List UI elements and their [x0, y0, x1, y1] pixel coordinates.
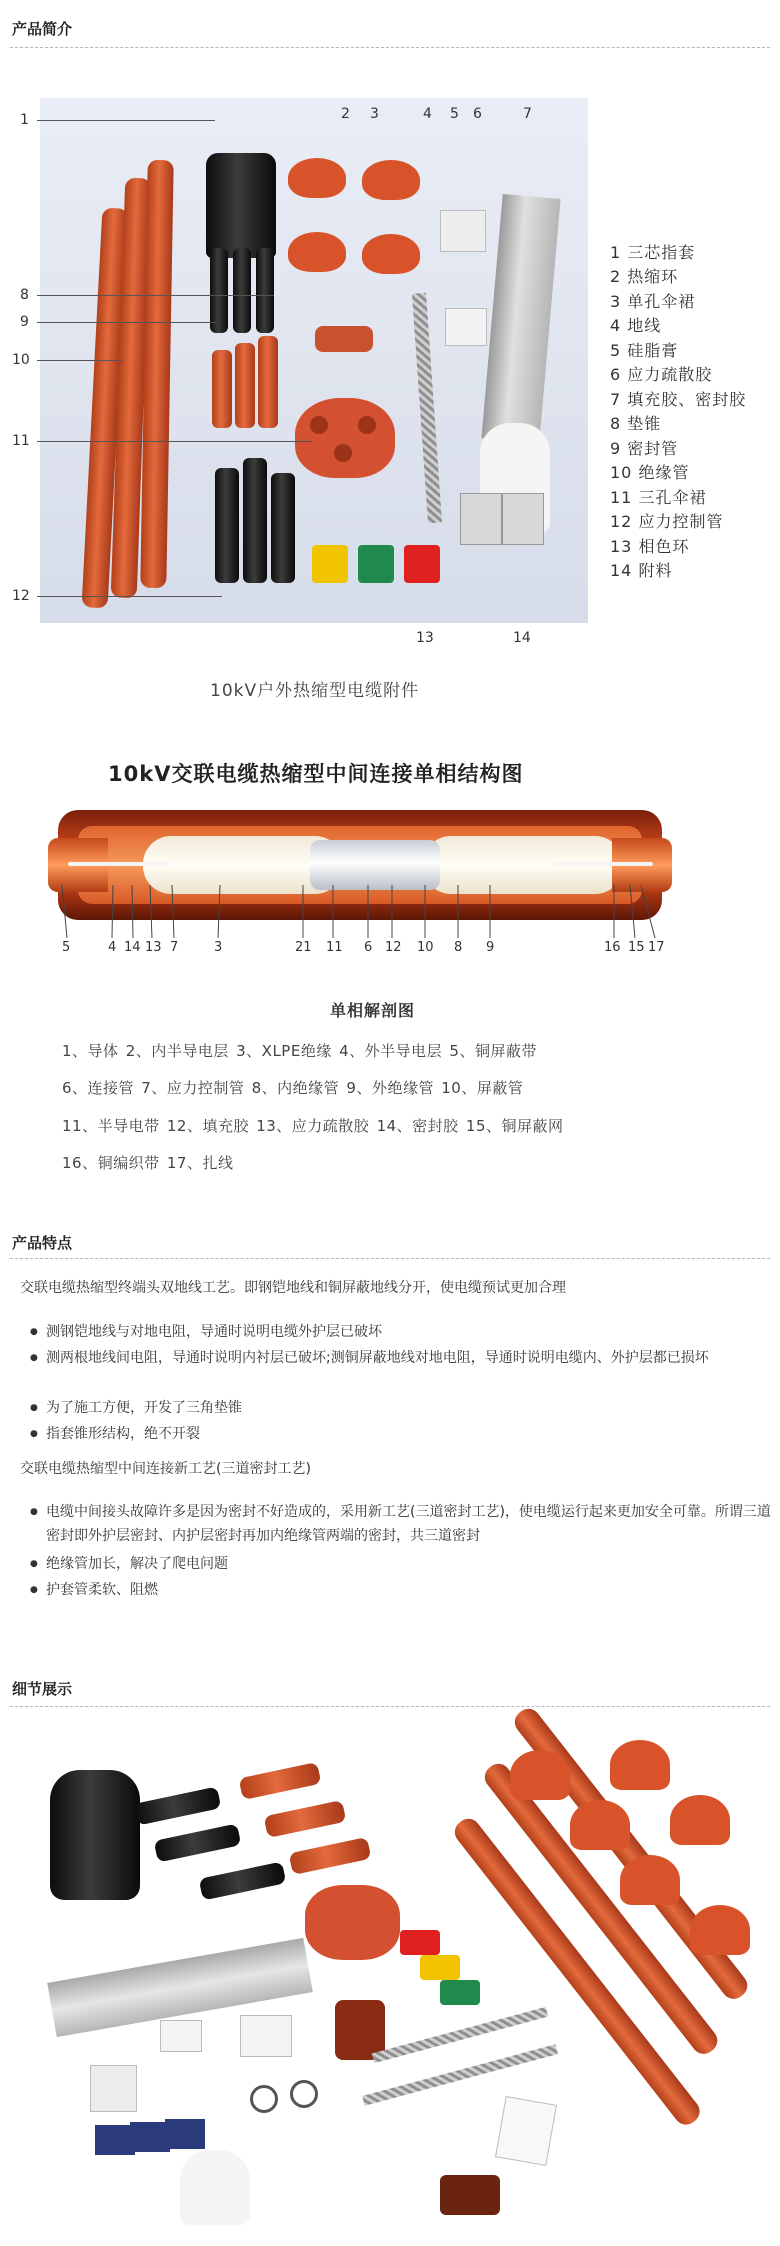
callout-number: 10 — [417, 940, 434, 955]
leader-line — [37, 295, 274, 296]
photo-label: 12 — [12, 588, 30, 604]
legend-item: 14 附料 — [610, 561, 673, 580]
photo-label: 1 — [20, 112, 29, 128]
feature-bullet: ● 绝缘管加长，解决了爬电问题 — [30, 1552, 776, 1576]
photo-label: 5 — [450, 106, 459, 122]
callout-number: 15 — [628, 940, 645, 955]
callout-number: 16 — [604, 940, 621, 955]
photo-label: 7 — [523, 106, 532, 122]
section-divider — [10, 1706, 770, 1707]
section-title-intro: 产品简介 — [12, 20, 73, 38]
feature-paragraph: 交联电缆热缩型终端头双地线工艺。即钢铠地线和铜屏蔽地线分开，使电缆预试更加合理 — [20, 1280, 566, 1296]
legend-item: 2 热缩环 — [610, 267, 679, 286]
legend-item: 4 地线 — [610, 316, 662, 335]
photo-label: 8 — [20, 287, 29, 303]
legend-item: 11 三孔伞裙 — [610, 488, 707, 507]
callout-number: 5 — [62, 940, 71, 955]
legend-item: 1 三芯指套 — [610, 243, 696, 262]
parts-list-row: 16、铜编织带 17、扎线 — [62, 1154, 234, 1172]
leader-line — [37, 441, 312, 442]
leader-line — [37, 596, 222, 597]
feature-bullet: ● 护套管柔软、阻燃 — [30, 1578, 776, 1602]
callout-number: 8 — [454, 940, 463, 955]
feature-bullet: ● 指套锥形结构，绝不开裂 — [30, 1422, 776, 1446]
feature-bullet: ● 测钢铠地线与对地电阻，导通时说明电缆外护层已破坏 — [30, 1320, 776, 1344]
legend-item: 13 相色环 — [610, 537, 690, 556]
callout-number: 3 — [214, 940, 223, 955]
legend-item: 10 绝缘管 — [610, 463, 690, 482]
diagram-title: 10kV交联电缆热缩型中间连接单相结构图 — [108, 762, 524, 786]
callout-number: 13 — [145, 940, 162, 955]
legend-item: 8 垫锥 — [610, 414, 662, 433]
legend-item: 7 填充胶、密封胶 — [610, 390, 747, 409]
callout-number: 4 — [108, 940, 117, 955]
photo-label: 9 — [20, 314, 29, 330]
photo-label: 3 — [370, 106, 379, 122]
callout-number: 9 — [486, 940, 495, 955]
section-title-details: 细节展示 — [12, 1680, 73, 1698]
leader-line — [37, 120, 215, 121]
feature-bullet: ● 测两根地线间电阻，导通时说明内衬层已破坏;测铜屏蔽地线对地电阻，导通时说明电缆内、外护层都已损坏 — [30, 1346, 776, 1370]
product-kit-photo — [40, 98, 588, 623]
photo-caption: 10kV户外热缩型电缆附件 — [210, 681, 420, 701]
section-divider — [10, 47, 770, 48]
legend-item: 3 单孔伞裙 — [610, 292, 696, 311]
section-title-features: 产品特点 — [12, 1234, 73, 1252]
photo-label: 10 — [12, 352, 30, 368]
callout-number: 11 — [326, 940, 343, 955]
parts-list-row: 11、半导电带 12、填充胶 13、应力疏散胶 14、密封胶 15、铜屏蔽网 — [62, 1117, 564, 1135]
photo-label: 6 — [473, 106, 482, 122]
parts-list-row: 6、连接管 7、应力控制管 8、内绝缘管 9、外绝缘管 10、屏蔽管 — [62, 1079, 524, 1097]
feature-bullet: ● 为了施工方便，开发了三角垫锥 — [30, 1396, 776, 1420]
legend-item: 6 应力疏散胶 — [610, 365, 713, 384]
feature-bullet: ● 电缆中间接头故障许多是因为密封不好造成的，采用新工艺(三道密封工艺)，使电缆运行起来更加安全可靠。所谓三道密封即外护层密封、内护层密封再加内绝缘管两端的密封，共三道密封 — [30, 1500, 776, 1548]
photo-label: 13 — [416, 630, 434, 646]
photo-label: 11 — [12, 433, 30, 449]
details-photo — [30, 1730, 760, 2230]
photo-label: 14 — [513, 630, 531, 646]
photo-label: 4 — [423, 106, 432, 122]
callout-number: 12 — [385, 940, 402, 955]
parts-list-row: 1、导体 2、内半导电层 3、XLPE绝缘 4、外半导电层 5、铜屏蔽带 — [62, 1042, 537, 1060]
callout-number: 21 — [295, 940, 312, 955]
callout-number: 14 — [124, 940, 141, 955]
section-divider — [10, 1258, 770, 1259]
leader-line — [37, 322, 217, 323]
feature-paragraph: 交联电缆热缩型中间连接新工艺(三道密封工艺) — [20, 1461, 311, 1477]
callout-number: 6 — [364, 940, 373, 955]
legend-item: 12 应力控制管 — [610, 512, 724, 531]
leader-line — [37, 360, 122, 361]
callout-number: 17 — [648, 940, 665, 955]
legend-item: 9 密封管 — [610, 439, 679, 458]
callout-number: 7 — [170, 940, 179, 955]
legend-item: 5 硅脂膏 — [610, 341, 679, 360]
diagram-subtitle: 单相解剖图 — [330, 1001, 416, 1020]
photo-label: 2 — [341, 106, 350, 122]
